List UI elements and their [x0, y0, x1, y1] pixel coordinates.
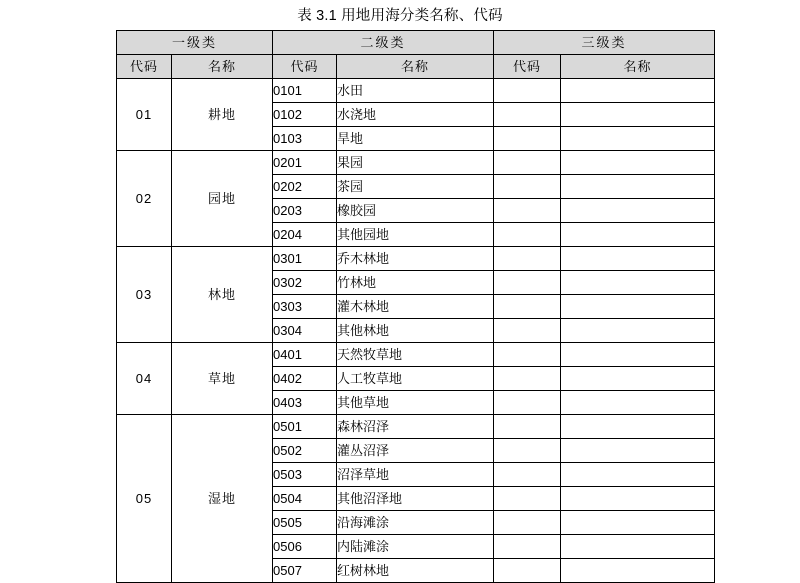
level2-code-cell: 0507	[273, 559, 337, 583]
level3-code-cell	[494, 391, 561, 415]
level1-code-cell: 05	[117, 415, 172, 583]
level2-code-cell: 0503	[273, 463, 337, 487]
level2-name-cell: 其他草地	[337, 391, 494, 415]
level3-code-cell	[494, 79, 561, 103]
level3-code-cell	[494, 319, 561, 343]
level3-code-cell	[494, 511, 561, 535]
level3-code-cell	[494, 271, 561, 295]
sub-header-level1-code: 代码	[117, 55, 172, 79]
level3-name-cell	[561, 271, 715, 295]
group-header-level1: 一级类	[117, 31, 273, 55]
level1-name-cell: 林地	[172, 247, 273, 343]
level1-code-cell: 03	[117, 247, 172, 343]
table-row	[117, 343, 715, 367]
level3-name-cell	[561, 367, 715, 391]
table-row	[117, 79, 715, 103]
level3-code-cell	[494, 439, 561, 463]
table-row	[117, 247, 715, 271]
level3-code-cell	[494, 247, 561, 271]
level3-name-cell	[561, 511, 715, 535]
level3-code-cell	[494, 559, 561, 583]
level2-code-cell: 0302	[273, 271, 337, 295]
level3-name-cell	[561, 559, 715, 583]
level3-code-cell	[494, 103, 561, 127]
sub-header-level1-name: 名称	[172, 55, 273, 79]
level3-code-cell	[494, 463, 561, 487]
level2-name-cell: 茶园	[337, 175, 494, 199]
level3-code-cell	[494, 127, 561, 151]
level2-name-cell: 森林沼泽	[337, 415, 494, 439]
level3-name-cell	[561, 319, 715, 343]
level3-code-cell	[494, 223, 561, 247]
table-body	[117, 79, 715, 583]
level3-name-cell	[561, 103, 715, 127]
table-sub-header-row	[117, 55, 715, 79]
table-row	[117, 415, 715, 439]
group-header-level2: 二级类	[273, 31, 494, 55]
level3-name-cell	[561, 79, 715, 103]
level2-code-cell: 0505	[273, 511, 337, 535]
level2-name-cell: 天然牧草地	[337, 343, 494, 367]
level2-name-cell: 沿海滩涂	[337, 511, 494, 535]
sub-header-level2-code: 代码	[273, 55, 337, 79]
level2-name-cell: 其他沼泽地	[337, 487, 494, 511]
level2-name-cell: 橡胶园	[337, 199, 494, 223]
level2-code-cell: 0301	[273, 247, 337, 271]
level3-name-cell	[561, 463, 715, 487]
level3-code-cell	[494, 535, 561, 559]
level2-code-cell: 0201	[273, 151, 337, 175]
table-group-header-row	[117, 31, 715, 55]
level3-name-cell	[561, 295, 715, 319]
level3-name-cell	[561, 391, 715, 415]
level2-code-cell: 0403	[273, 391, 337, 415]
level1-name-cell: 草地	[172, 343, 273, 415]
level2-name-cell: 沼泽草地	[337, 463, 494, 487]
level2-name-cell: 灌木林地	[337, 295, 494, 319]
sub-header-level2-name: 名称	[337, 55, 494, 79]
level2-name-cell: 红树林地	[337, 559, 494, 583]
level3-name-cell	[561, 343, 715, 367]
level2-code-cell: 0501	[273, 415, 337, 439]
level2-name-cell: 竹林地	[337, 271, 494, 295]
level3-name-cell	[561, 247, 715, 271]
level3-name-cell	[561, 415, 715, 439]
level1-name-cell: 园地	[172, 151, 273, 247]
level2-name-cell: 旱地	[337, 127, 494, 151]
sub-header-level3-name: 名称	[561, 55, 715, 79]
level1-name-cell: 湿地	[172, 415, 273, 583]
level1-code-cell: 02	[117, 151, 172, 247]
table-caption: 表 3.1 用地用海分类名称、代码	[297, 8, 503, 24]
level3-name-cell	[561, 151, 715, 175]
level2-code-cell: 0203	[273, 199, 337, 223]
level2-name-cell: 水浇地	[337, 103, 494, 127]
level2-code-cell: 0202	[273, 175, 337, 199]
level3-code-cell	[494, 199, 561, 223]
level3-name-cell	[561, 487, 715, 511]
level2-name-cell: 其他林地	[337, 319, 494, 343]
level3-name-cell	[561, 439, 715, 463]
table-header	[117, 31, 715, 79]
level2-name-cell: 内陆滩涂	[337, 535, 494, 559]
level3-name-cell	[561, 127, 715, 151]
level2-name-cell: 灌丛沼泽	[337, 439, 494, 463]
level2-code-cell: 0402	[273, 367, 337, 391]
land-sea-use-classification-table	[116, 30, 715, 583]
level2-name-cell: 乔木林地	[337, 247, 494, 271]
level2-code-cell: 0303	[273, 295, 337, 319]
level2-code-cell: 0502	[273, 439, 337, 463]
level2-code-cell: 0504	[273, 487, 337, 511]
level2-code-cell: 0401	[273, 343, 337, 367]
level2-code-cell: 0102	[273, 103, 337, 127]
table-row	[117, 151, 715, 175]
level2-code-cell: 0506	[273, 535, 337, 559]
level2-name-cell: 其他园地	[337, 223, 494, 247]
level3-code-cell	[494, 295, 561, 319]
level1-code-cell: 04	[117, 343, 172, 415]
level3-name-cell	[561, 223, 715, 247]
level3-name-cell	[561, 199, 715, 223]
level2-code-cell: 0103	[273, 127, 337, 151]
level1-code-cell: 01	[117, 79, 172, 151]
sub-header-level3-code: 代码	[494, 55, 561, 79]
level3-code-cell	[494, 175, 561, 199]
level3-code-cell	[494, 415, 561, 439]
level2-name-cell: 人工牧草地	[337, 367, 494, 391]
level2-code-cell: 0101	[273, 79, 337, 103]
level2-name-cell: 水田	[337, 79, 494, 103]
level3-name-cell	[561, 535, 715, 559]
level3-code-cell	[494, 367, 561, 391]
level3-code-cell	[494, 487, 561, 511]
level2-name-cell: 果园	[337, 151, 494, 175]
level3-code-cell	[494, 151, 561, 175]
table-container	[0, 30, 800, 583]
level2-code-cell: 0304	[273, 319, 337, 343]
level2-code-cell: 0204	[273, 223, 337, 247]
level1-name-cell: 耕地	[172, 79, 273, 151]
group-header-level3: 三级类	[494, 31, 715, 55]
level3-code-cell	[494, 343, 561, 367]
level3-name-cell	[561, 175, 715, 199]
